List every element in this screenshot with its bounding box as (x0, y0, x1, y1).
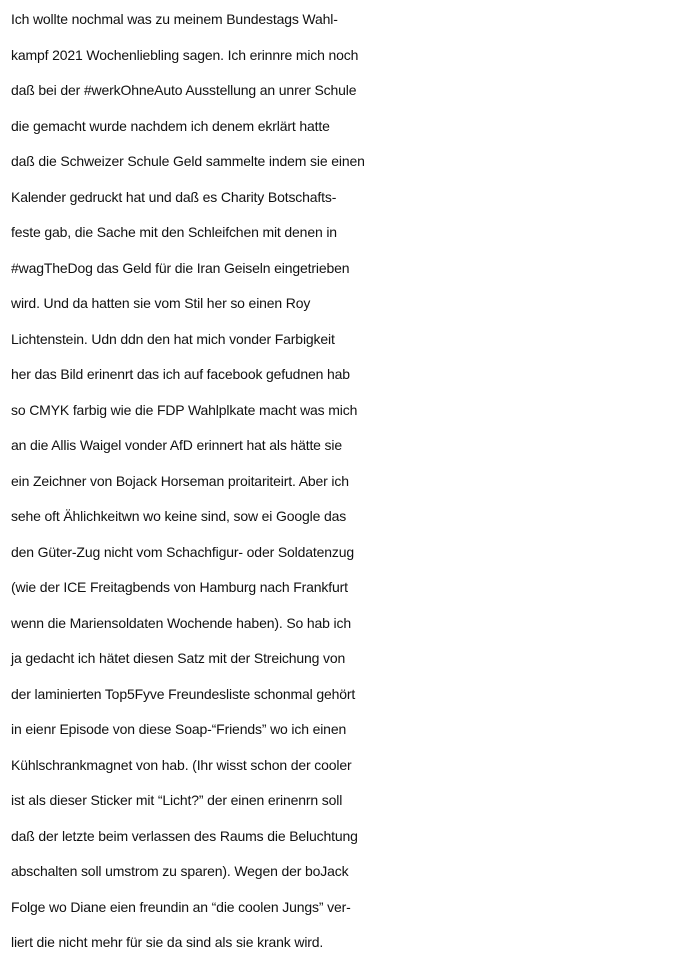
text-line-4: die gemacht wurde nachdem ich denem ekrlärt hatte (11, 117, 330, 134)
text-line-26: Folge wo Diane eien freundin an “die coolen Jungs” ver- (11, 898, 351, 915)
text-line-20: der laminierten Top5Fyve Freundesliste schonmal gehört (11, 685, 356, 702)
text-line-27: liert die nicht mehr für sie da sind als sie krank wird. (11, 934, 324, 950)
text-line-13: an die Allis Waigel vonder AfD erinnert hat als hätte sie (11, 437, 343, 453)
text-line-19: ja gedacht ich hätet diesen Satz mit der Streichung von (11, 650, 346, 666)
text-line-25: abschalten soll umstrom zu sparen). Wegen der boJack (11, 863, 349, 879)
text-line-12: so CMYK farbig wie die FDP Wahlplkate macht was mich (11, 401, 358, 418)
text-line-2: kampf 2021 Wochenliebling sagen. Ich erinnre mich noch (11, 46, 359, 63)
text-line-7: feste gab, die Sache mit den Schleifchen mit denen in (11, 224, 337, 240)
text-line-1: Ich wollte nochmal was zu meinem Bundestags Wahl- (11, 11, 338, 27)
text-line-6: Kalender gedruckt hat und daß es Charity Botschafts- (11, 188, 337, 205)
text-line-8: #wagTheDog das Geld für die Iran Geiseln eingetrieben (11, 259, 350, 276)
text-line-17: (wie der ICE Freitagbends von Hamburg nach Frankfurt (11, 579, 348, 595)
text-line-16: den Güter-Zug nicht vom Schachfigur- oder Soldatenzug (11, 543, 355, 560)
text-line-18: wenn die Mariensoldaten Wochende haben). So hab ich (11, 614, 351, 631)
text-line-23: ist als dieser Sticker mit “Licht?” der einen erinenrn soll (11, 792, 343, 808)
text-line-5: daß die Schweizer Schule Geld sammelte indem sie einen (11, 153, 365, 169)
text-line-3: daß bei der #werkOhneAuto Ausstellung an unrer Schule (11, 82, 357, 98)
text-line-22: Kühlschrankmagnet von hab. (Ihr wisst schon der cooler (11, 756, 352, 773)
text-line-11: her das Bild erinenrt das ich auf facebook gefudnen hab (11, 366, 350, 382)
text-line-15: sehe oft Ählichkeitwn wo keine sind, sow ei Google das (11, 508, 347, 524)
text-line-24: daß der letzte beim verlassen des Raums die Beluchtung (11, 827, 358, 844)
text-line-14: ein Zeichner von Bojack Horseman proitariteirt. Aber ich (11, 472, 349, 489)
text-line-10: Lichtenstein. Udn ddn den hat mich vonder Farbigkeit (11, 330, 335, 347)
text-line-21: in eienr Episode von diese Soap-“Friends” wo ich einen (11, 721, 347, 737)
text-line-9: wird. Und da hatten sie vom Stil her so einen Roy (11, 295, 311, 311)
